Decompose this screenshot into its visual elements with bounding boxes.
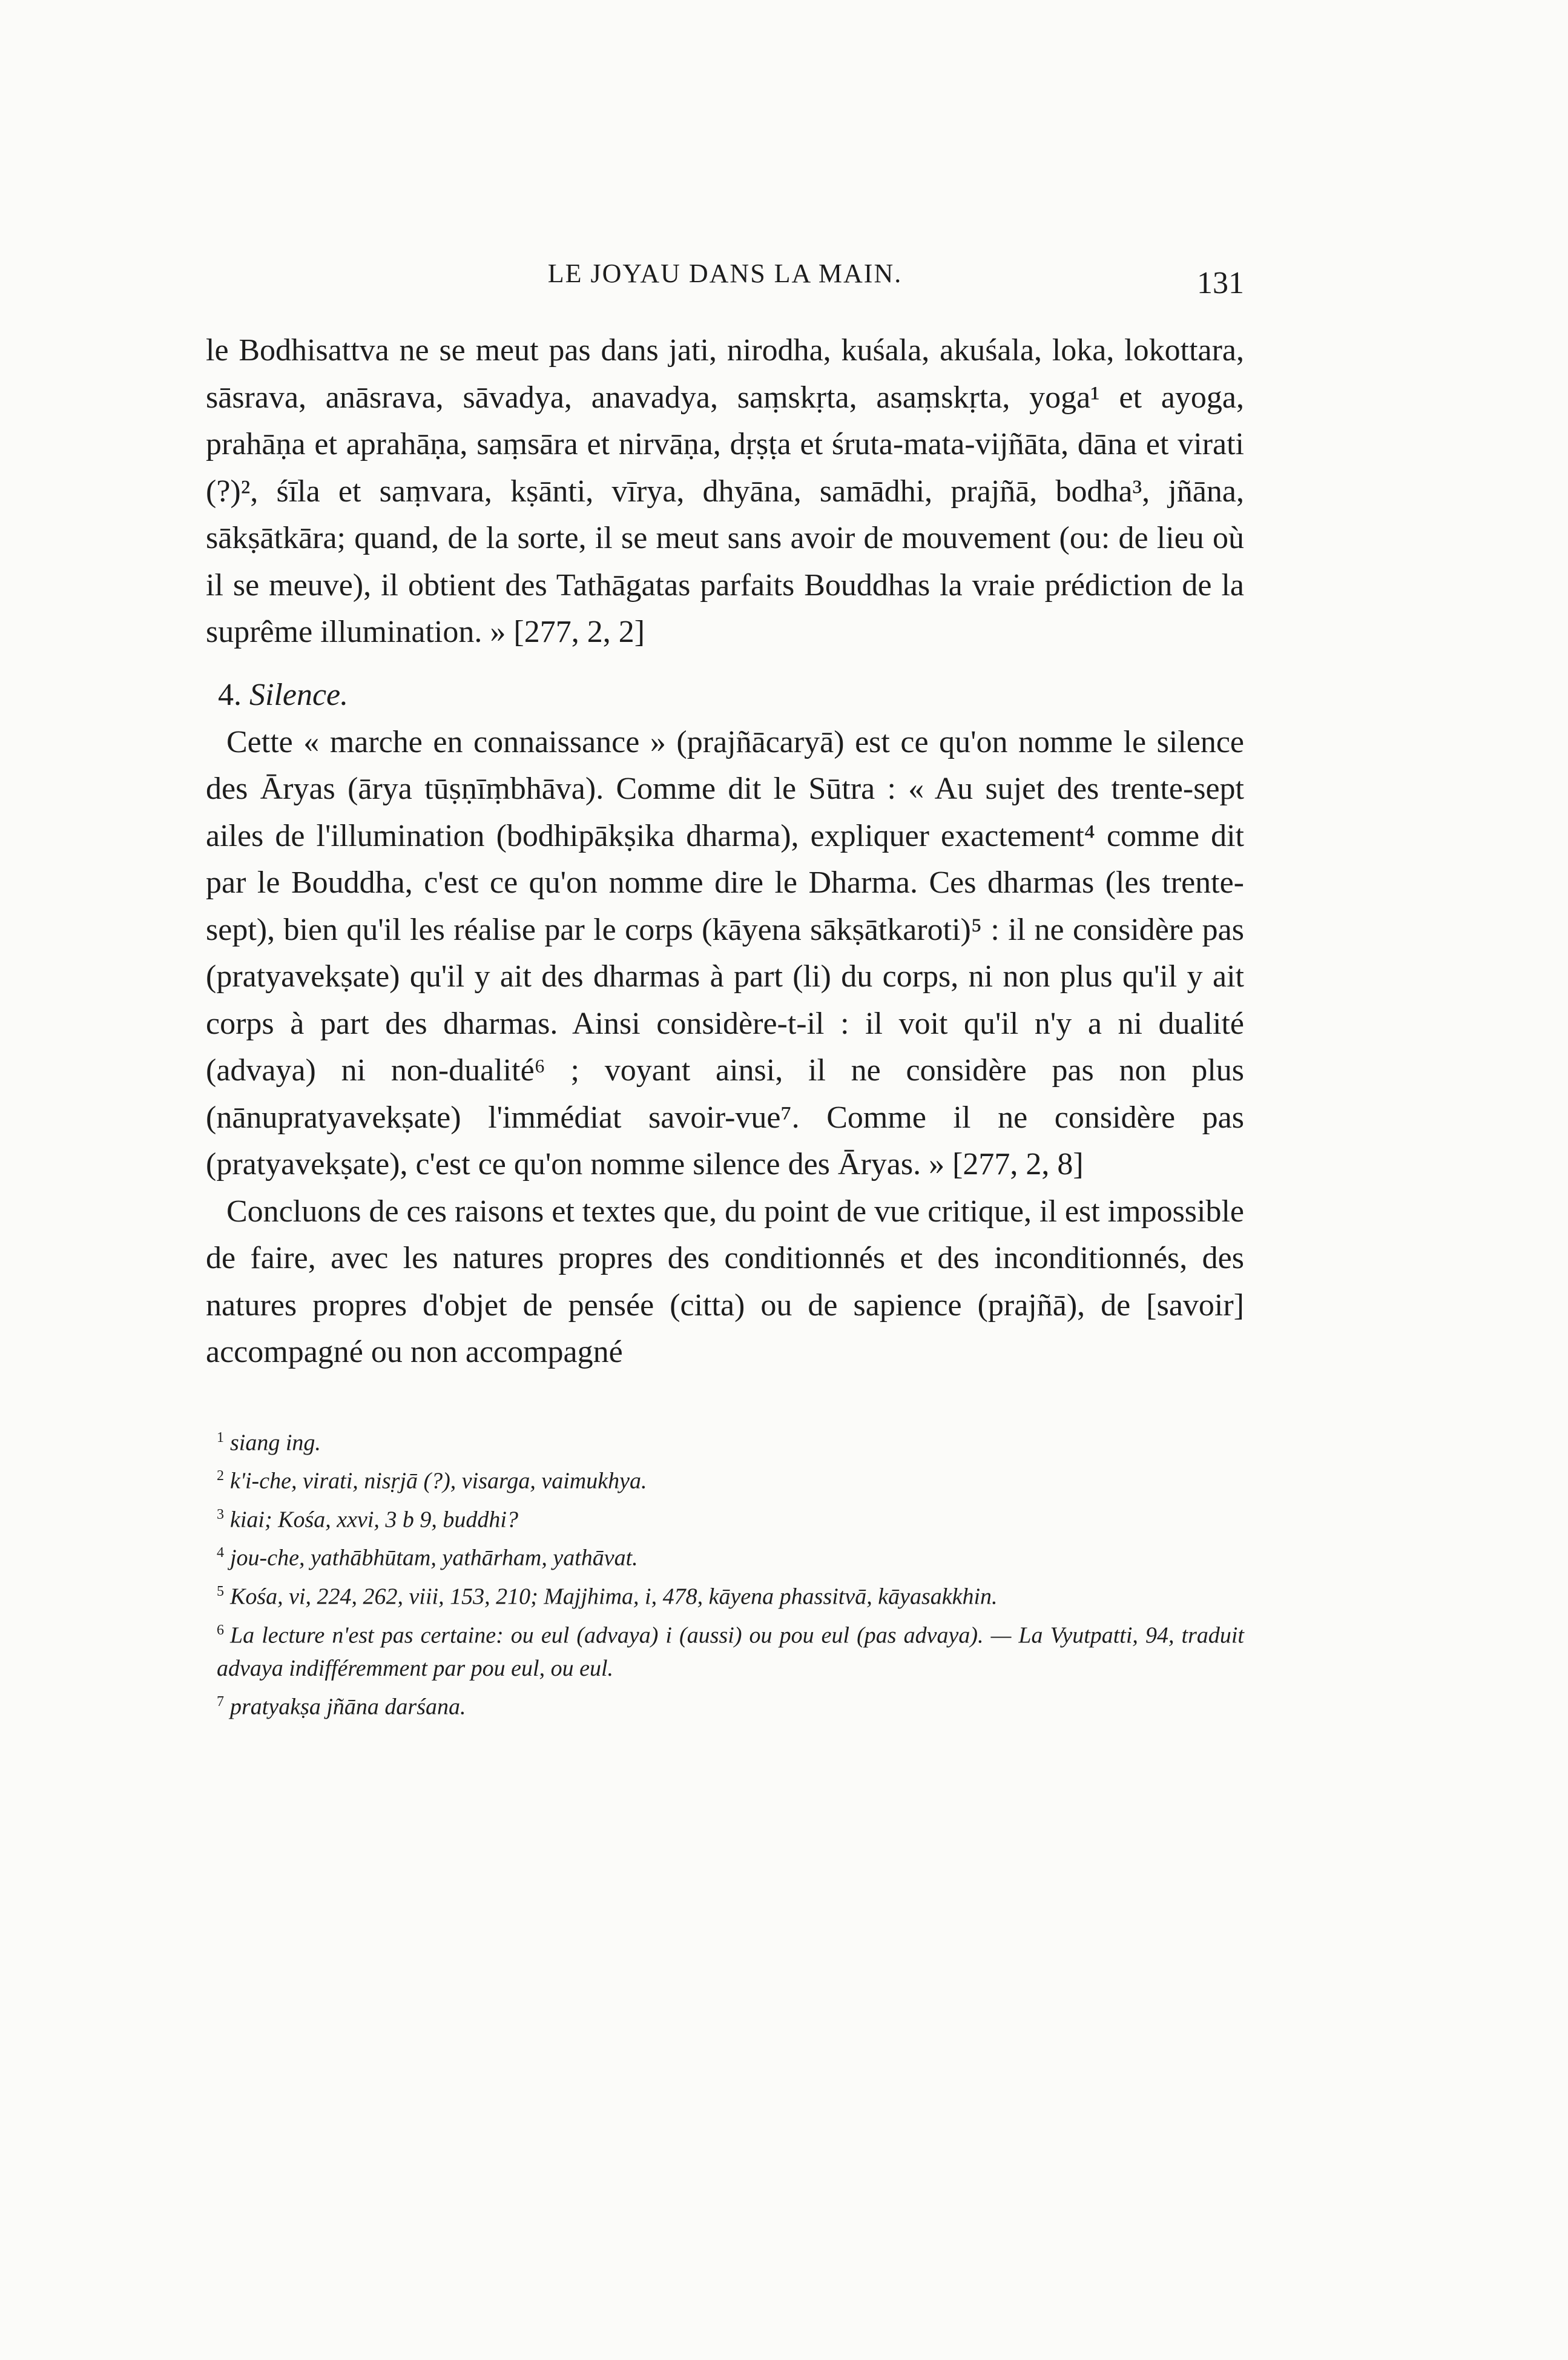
running-title: LE JOYAU DANS LA MAIN. [547, 259, 903, 288]
section-heading [206, 672, 1244, 719]
footnote-text: jou-che, yathābhūtam, yathārham, yathāvat. [230, 1545, 638, 1572]
footnote-mark: 6 [217, 1622, 224, 1638]
footnote-mark: 5 [217, 1584, 224, 1600]
footnote-1 [206, 1421, 1244, 1460]
footnote-5 [206, 1575, 1244, 1614]
footnote-2 [206, 1459, 1244, 1498]
page-content [206, 327, 1244, 1724]
footnote-3 [206, 1498, 1244, 1537]
footnote-mark: 1 [217, 1429, 224, 1446]
paragraph-2: Cette « marche en connaissance » (prajñācaryā) est ce qu'on nomme le silence des Āryas (ārya tūṣṇīṃbhāva). Comme dit le Sūtra : « Au sujet des trente-sept ailes de l'illumination (bodhipākṣika dharma), expliquer exactement⁴ comme dit par le Bouddha, c'est ce qu'on nomme dire le Dharma. Ces dharmas (les trente-sept), bien qu'il les réalise par le corps (kāyena sākṣātkaroti)⁵ : il ne considère pas (pratyavekṣate) qu'il y ait des dharmas à part (li) du corps, ni non plus qu'il y ait corps à part des dharmas. Ainsi considère-t-il : il voit qu'il n'y a ni dualité (advaya) ni non-dualité⁶ ; voyant ainsi, il ne considère pas non plus (nānupratyavekṣate) l'immédiat savoir-vue⁷. Comme il ne considère pas (pratyavekṣate), c'est ce qu'on nomme silence des Āryas. » [277, 2, 8] [206, 724, 1244, 1182]
footnote-text: La lecture n'est pas certaine: ou eul (advaya) i (aussi) ou pou eul (pas advaya). — La Vyutpatti, 94, traduit advaya indifféremment par pou eul, ou eul. [217, 1622, 1244, 1682]
footnote-text: k'i-che, virati, nisṛjā (?), visarga, vaimukhya. [230, 1468, 647, 1494]
footnote-4 [206, 1536, 1244, 1575]
footnote-mark: 2 [217, 1468, 224, 1484]
section-silence [206, 672, 1244, 1376]
footnote-6 [206, 1614, 1244, 1686]
section-title: Silence. [249, 677, 349, 712]
footnote-mark: 4 [217, 1545, 224, 1561]
footnote-text: kiai; Kośa, xxvi, 3 b 9, buddhi? [230, 1507, 518, 1533]
page-header [206, 258, 1244, 306]
footnote-text: siang ing. [230, 1430, 321, 1456]
footnote-text: Kośa, vi, 224, 262, viii, 153, 210; Majjhima, i, 478, kāyena phassitvā, kāyasakkhin. [230, 1584, 998, 1610]
footnote-7 [206, 1685, 1244, 1724]
footnote-text: pratyakṣa jñāna darśana. [230, 1694, 466, 1720]
body-text [206, 327, 1244, 1376]
paragraph-1: le Bodhisattva ne se meut pas dans jati, nirodha, kuśala, akuśala, loka, lokottara, sāsrava, anāsrava, sāvadya, anavadya, saṃskṛta, asaṃskṛta, yoga¹ et ayoga, prahāṇa et aprahāṇa, saṃsāra et nirvāṇa, dṛṣṭa et śruta-mata-vijñāta, dāna et virati (?)², śīla et saṃvara, kṣānti, vīrya, dhyāna, samādhi, prajñā, bodha³, jñāna, sākṣātkāra; quand, de la sorte, il se meut sans avoir de mouvement (ou: de lieu où il se meuve), il obtient des Tathāgatas parfaits Bouddhas la vraie prédiction de la suprême illumination. » [277, 2, 2] [206, 333, 1244, 649]
paragraph-3: Concluons de ces raisons et textes que, du point de vue critique, il est impossible de faire, avec les natures propres des conditionnés et des inconditionnés, des natures propres d'objet de pensée (citta) ou de sapience (prajñā), de [savoir] accompagné ou non accompagné [206, 1194, 1245, 1369]
footnote-mark: 7 [217, 1694, 224, 1710]
section-number: 4. [218, 677, 242, 712]
footnote-mark: 3 [217, 1506, 224, 1522]
footnotes [206, 1421, 1244, 1725]
page-number: 131 [1197, 266, 1244, 300]
